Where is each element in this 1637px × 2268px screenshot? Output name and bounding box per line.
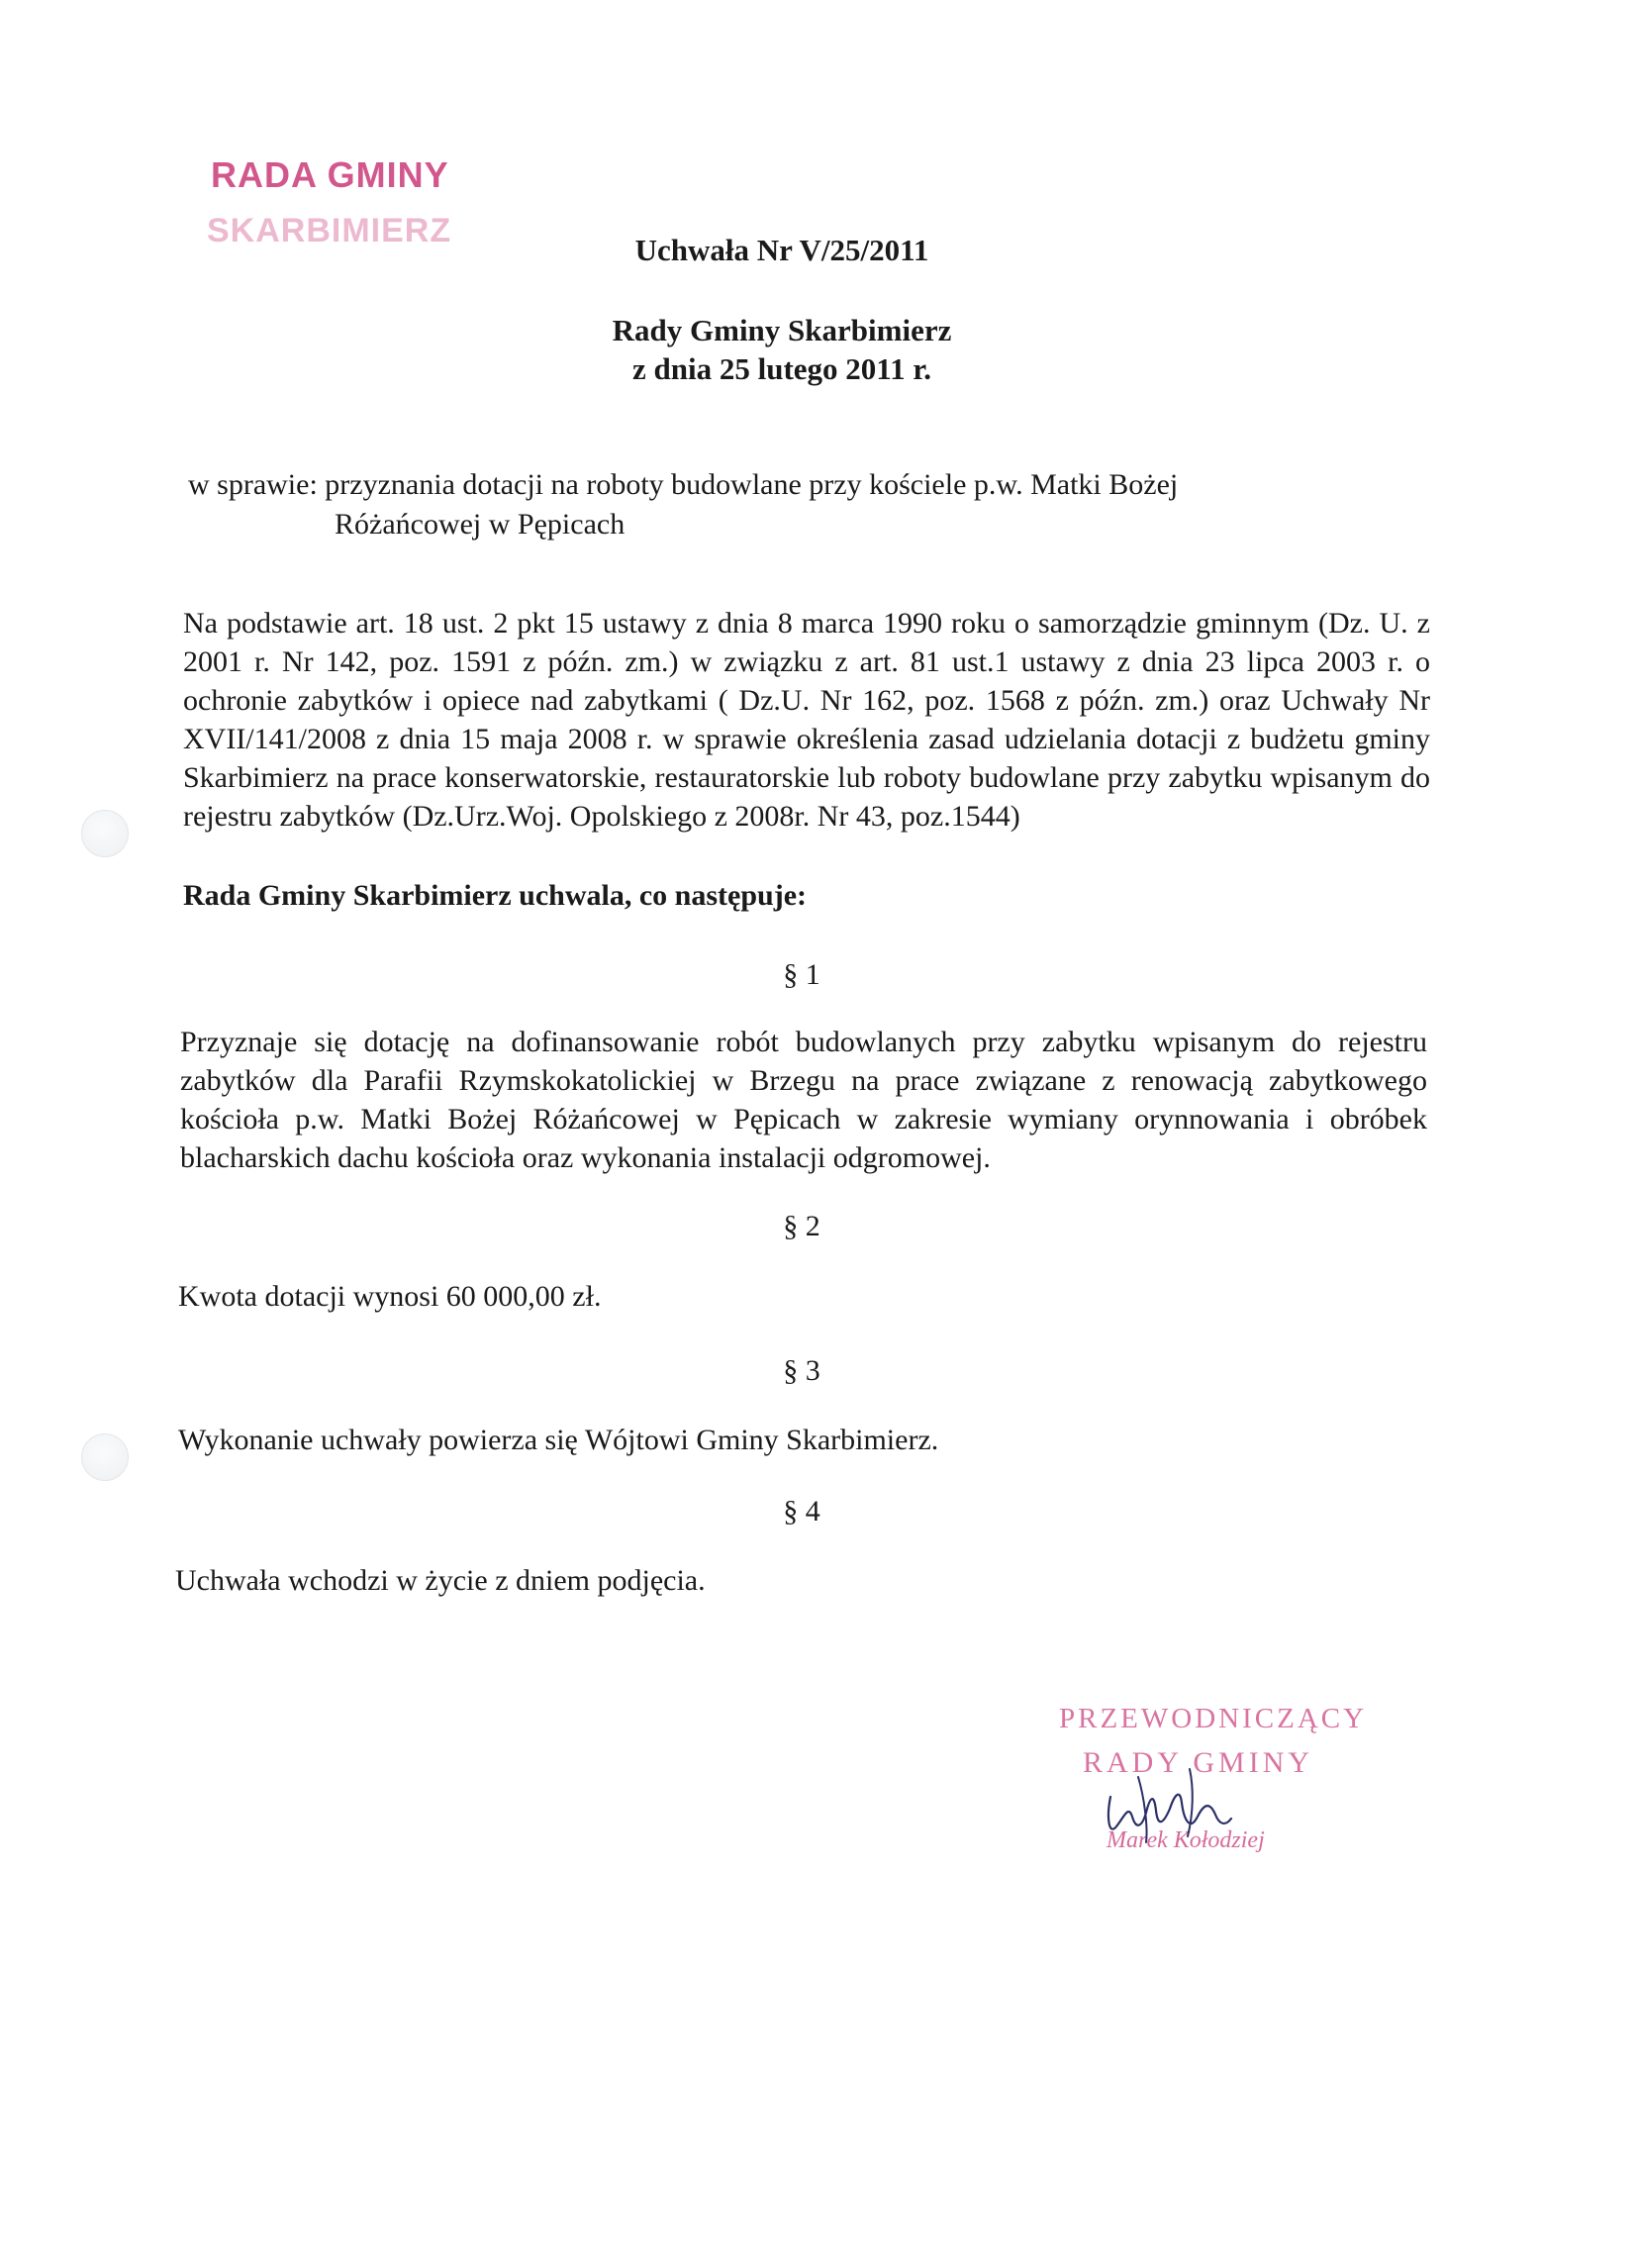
subject-line-1: w sprawie: przyznania dotacji na roboty budowlane przy kościele p.w. Matki Bożej: [188, 468, 1179, 501]
section-1-text: Przyznaje się dotację na dofinansowanie robót budowlanych przy zabytku wpisanym do rejestru zabytków dla Parafii Rzymskokatolickiej w Brzegu na prace związane z renowacją zabytkowego kościoła p.w. Matki Bożej Różańcowej w Pępicach w zakresie wymiany orynnowania i obróbek blacharskich dachu kościoła oraz wykonania instalacji odgromowej.: [180, 1026, 1427, 1174]
section-3-text: Wykonanie uchwały powierza się Wójtowi Gminy Skarbimierz.: [178, 1424, 939, 1456]
section-1-mark: § 1: [783, 958, 820, 991]
chairman-stamp-name: Marek Kołodziej: [1107, 1827, 1265, 1853]
chairman-stamp-council: RADY GMINY: [1083, 1746, 1314, 1779]
chairman-stamp-title: PRZEWODNICZĄCY: [1059, 1703, 1368, 1734]
legal-basis-paragraph: Na podstawie art. 18 ust. 2 pkt 15 ustawy z dnia 8 marca 1990 roku o samorządzie gminnym (Dz. U. z 2001 r. Nr 142, poz. 1591 z późn. zm.) w związku z art. 81 ust.1 ustawy z dnia 23 lipca 2003 r. o ochronie zabytków i opiece nad zabytkami ( Dz.U. Nr 162, poz. 1568 z późn. zm.) oraz Uchwały Nr XVII/141/2008 z dnia 15 maja 2008 r. w sprawie określenia zasad udzielania dotacji z budżetu gminy Skarbimierz na prace konserwatorskie, restauratorskie lub roboty budowlane przy zabytku wpisanym do rejestru zabytków (Dz.Urz.Woj. Opolskiego z 2008r. Nr 43, poz.1544): [183, 607, 1430, 833]
section-4-mark: § 4: [783, 1495, 820, 1528]
resolves-heading: Rada Gminy Skarbimierz uchwala, co następuje:: [183, 879, 807, 912]
punch-hole-lower: [81, 1433, 129, 1481]
section-3-mark: § 3: [783, 1354, 820, 1387]
resolution-date: z dnia 25 lutego 2011 r.: [632, 351, 931, 386]
resolution-number: Uchwała Nr V/25/2011: [634, 233, 929, 267]
section-2-mark: § 2: [783, 1210, 820, 1242]
resolution-council: Rady Gminy Skarbimierz: [612, 313, 952, 347]
punch-hole-upper: [81, 810, 129, 857]
resolution-subject: [188, 465, 1336, 544]
section-2-text: Kwota dotacji wynosi 60 000,00 zł.: [178, 1280, 602, 1313]
handwritten-signature: [1099, 1757, 1247, 1846]
stamp-line-municipality: SKARBIMIERZ: [207, 212, 452, 249]
stamp-line-council: RADA GMINY: [211, 154, 449, 195]
subject-line-2: Różańcowej w Pępicach: [335, 508, 626, 541]
section-4-text: Uchwała wchodzi w życie z dniem podjęcia.: [175, 1564, 706, 1597]
council-stamp: [193, 148, 530, 257]
